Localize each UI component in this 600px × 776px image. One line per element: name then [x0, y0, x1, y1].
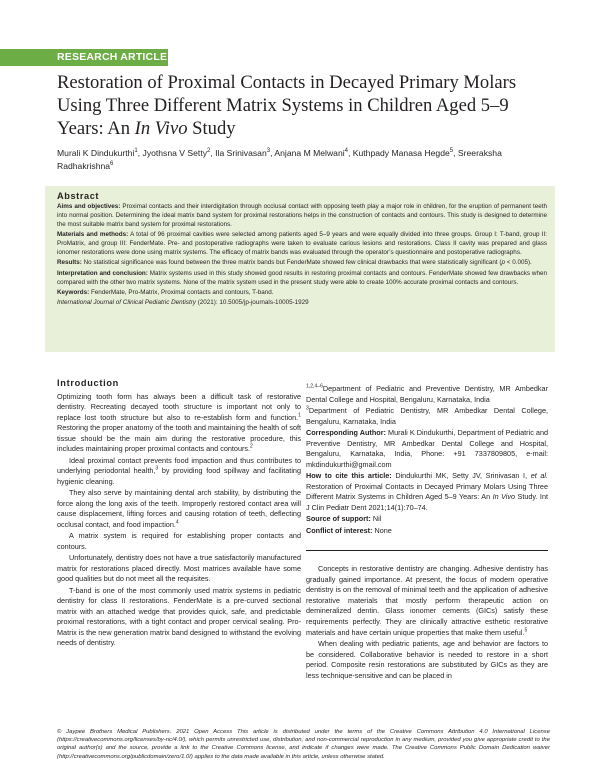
intro-p2-text: Ideal proximal contact prevents food impaction and thus contributes to underlying periodontal health,	[57, 455, 301, 475]
title-end: Study	[187, 118, 236, 139]
author-sup: 5	[449, 148, 454, 155]
source-of-support	[306, 514, 548, 525]
body-paragraph	[306, 564, 548, 638]
intro-p1b-text: Restoring the proper anatomy of the tooth and maintaining the health of soft tissue should be the main aim during the restorative procedure, this includes maintaining proper proximal contacts and contours.	[57, 423, 301, 453]
intro-paragraph	[57, 488, 301, 530]
intro-paragraph: A matrix system is required for establishing proper contacts and contours.	[57, 531, 301, 551]
author: Murali K Dindukurthi	[57, 148, 135, 158]
conflict-of-interest-label: Conflict of interest:	[306, 525, 373, 535]
abstract-methods-text: A total of 96 proximal cavities were selected among patients aged 5–9 years and were equally divided into three groups. Group I: T-band, group II: ProMatrix, and group III: FenderMate. Pre- and postoperative radiographs were taken to evaluate carious lesions and restorations. Class II cavity was prepared and glass ionomer restorations were done using matrix systems. The efficacy of matrix bands was evaluated through the operator’s questionnaire and postoperative radiographs.	[57, 231, 547, 256]
author-sup: 4	[344, 148, 348, 155]
right-body-column	[306, 563, 548, 682]
column-divider	[306, 550, 548, 551]
abstract-results-label: Results:	[57, 259, 82, 267]
author-sup: 1	[134, 148, 138, 155]
abstract-keywords-text: FenderMate, Pro-Matrix, Proximal contacts and contours, T-band.	[89, 289, 274, 297]
corresponding-author	[306, 428, 548, 470]
ref-sup: 2	[250, 443, 253, 450]
abstract-results-text: No statistical significance was found between the three matrix bands but FenderMate showed few clinical drawbacks that were statistically significant (	[81, 259, 502, 267]
cite-text: Dindukurthi MK, Setty JV, Srinivasan I,	[391, 471, 531, 480]
article-title	[57, 71, 557, 140]
introduction-heading: Introduction	[57, 378, 119, 388]
cite-text: Restoration of Proximal Contacts in Decayed Primary Molars Using Three Different Matrix Systems in Children Aged 5–9 Years: An	[306, 481, 548, 501]
affiliation-text: Department of Pediatric and Preventive Dentistry, MR Ambedkar Dental College and Hospital, Bengaluru, Karnataka, India	[306, 384, 548, 404]
intro-paragraph: Unfortunately, dentistry does not have a true satisfactorily manufactured matrix for restorations placed directly. Most matrices available have some good qualities but do not meet all the requisites.	[57, 553, 301, 583]
cite-etal: et al.	[530, 471, 549, 480]
affiliation-sup: 3	[306, 405, 309, 412]
conflict-of-interest-text: None	[372, 525, 392, 535]
intro-p2b-text: by providing food spillway and facilitating hygienic cleaning.	[57, 466, 301, 486]
introduction-column	[57, 378, 301, 649]
affiliation-sup: 1,2,4–6	[306, 383, 323, 390]
journal-name: International Journal of Clinical Pediatric Dentistry	[57, 299, 196, 307]
ref-sup: 5	[524, 627, 528, 634]
affiliation-text: Department of Pediatric Dentistry, MR Ambedkar Dental College, Bengaluru, Karnataka, India	[306, 406, 548, 426]
abstract-results-text-end: < 0.005).	[505, 259, 532, 267]
ref-sup: 1	[298, 412, 301, 419]
abstract-interpretation	[57, 270, 547, 288]
conflict-of-interest	[306, 526, 548, 537]
cite-text: Study. Int J Clin Pediatr Dent 2021;14(1):70–74.	[306, 492, 548, 512]
abstract-p-value: p	[501, 259, 506, 267]
abstract-box	[45, 186, 555, 352]
abstract-aims-text: Proximal contacts and their interdigitation through occlusal contact with opposing teeth play a major role in children, for the eruption of permanent teeth into normal position. Determining the ideal matrix band system for proximal restorations helps in the construction of contacts and contours. This study is designed to determine the most suitable matrix band system for proximal restorations.	[57, 202, 547, 228]
how-to-cite-label: How to cite this article:	[306, 471, 392, 480]
intro-p3-text: They also serve by maintaining dental arch stability, by distributing the force along the long axis of the teeth. Improperly restored contact area will cause displacement, lifting forces and causing rotation of teeth, deflecting occlusal contact, and food impaction.	[57, 488, 301, 529]
abstract-methods-label: Materials and methods:	[57, 231, 129, 239]
author: Ila Srinivasan	[215, 148, 267, 158]
doi-text: (2021): 10.5005/jp-journals-10005-1929	[195, 299, 309, 307]
title-italic: In Vivo	[134, 118, 188, 139]
how-to-cite	[306, 471, 548, 513]
abstract-interpretation-text: Matrix systems used in this study showed good results in restoring proximal contacts and contours. FenderMate showed few drawbacks when compared with the other two matrix systems. None of the matrix system used in the present study were able to create 100% accurate proximal contacts and contours.	[57, 269, 547, 286]
author-sup: 6	[110, 161, 114, 168]
affiliations-block	[306, 384, 548, 537]
title-main: Restoration of Proximal Contacts in Decayed Primary Molars Using Three Different Matrix Systems in Children Aged 5–9 Years: An	[57, 72, 517, 139]
cite-invivo: In Vivo	[492, 492, 516, 501]
corresponding-author-label: Corresponding Author:	[306, 428, 386, 437]
author: Anjana M Melwani	[274, 148, 345, 158]
abstract-keywords	[57, 289, 547, 298]
ref-sup: 3	[155, 465, 159, 472]
abstract-interpretation-label: Interpretation and conclusion:	[57, 269, 148, 277]
author: Kuthpady Manasa Hegde	[352, 148, 450, 158]
intro-paragraph	[57, 456, 301, 488]
author-list: Murali K Dindukurthi$^1$, Jyothsna V Setty$^2$, Ila Srinivasan$^3$, Anjana M Melwani$^4$, Kuthpady Manasa Hegde$^5$, Sreeraksha Radhakrishna$^6$	[57, 148, 502, 171]
intro-paragraph: T-band is one of the most commonly used matrix systems in pediatric dentistry for class II restorations. FenderMate is a pre-curved sectional matrix with an attached wedge that provides quick, safe, and predictable proximal restorations, with a tight contact and proper cervical sealing. Pro-Matrix is the new generation matrix band designed to withstand the evolving needs of dentistry.	[57, 585, 301, 647]
author-sup: 2	[207, 148, 211, 155]
corresponding-author-text: Murali K Dindukurthi, Department of Pediatric and Preventive Dentistry, MR Ambedkar Dental College and Hospital, Bengaluru, Karnataka, India, Phone: +91 7337809805, e-mail: mkdindukurthi@gmail.com	[306, 428, 549, 469]
author-sup: 3	[266, 148, 271, 155]
abstract-aims-label: Aims and objectives:	[57, 202, 121, 210]
intro-paragraph	[57, 392, 301, 455]
abstract-aims	[57, 203, 547, 230]
abstract-methods	[57, 231, 547, 258]
abstract-citation	[57, 299, 547, 308]
abstract-results	[57, 259, 547, 268]
abstract-content	[57, 192, 547, 310]
source-of-support-label: Source of support:	[306, 514, 371, 523]
body-paragraph: When dealing with pediatric patients, age and behavior are factors to be considered. Collaborative behavior is needed to restore in a short period. Composite resin restorations are substituted by GICs as they are less technique-sensitive and can be placed in	[306, 639, 548, 680]
author: Sreeraksha Radhakrishna	[57, 148, 502, 171]
body-p1-text: Concepts in restorative dentistry are changing. Adhesive dentistry has gradually gained importance. At present, the focus of modern operative dentistry is on the removal of minimal teeth and the application of adhesive restorative materials that mostly perform therapeutic action on demineralized dentin. Glass ionomer cements (GICs) satisfy these requirements perfectly. They are clinically attractive esthetic restorative materials and have certain unique properties that make them useful.	[306, 564, 548, 637]
abstract-keywords-label: Keywords:	[57, 289, 90, 297]
affiliation	[306, 384, 548, 405]
license-footer: © Jaypee Brothers Medical Publishers. 2021 Open Access This article is distributed under the terms of the Creative Commons Attribution 4.0 International License (https://creativecommons.org/licenses/by-nc/4.0/), which permits unrestricted use, distribution, and non-commercial reproduction in any medium, provided you give appropriate credit to the original author(s) and the source, provide a link to the Creative Commons license, and indicate if changes were made. The Creative Commons Public Domain Dedication waiver (http://creativecommons.org/publicdomain/zero/1.0/) applies to the data made available in this article, unless otherwise stated.	[57, 729, 550, 760]
affiliation	[306, 406, 548, 427]
author: Jyothsna V Setty	[142, 148, 208, 158]
abstract-heading: Abstract	[57, 191, 100, 201]
source-of-support-text: Nil	[370, 514, 382, 523]
ref-sup: 4	[175, 519, 179, 526]
article-type-badge: RESEARCH ARTICLE	[0, 49, 168, 66]
intro-p1-text: Optimizing tooth form has always been a difficult task of restorative dentistry. Recreating decayed tooth structure is important not only to replace lost tooth structure but also to re-establish form and function.	[57, 391, 301, 422]
